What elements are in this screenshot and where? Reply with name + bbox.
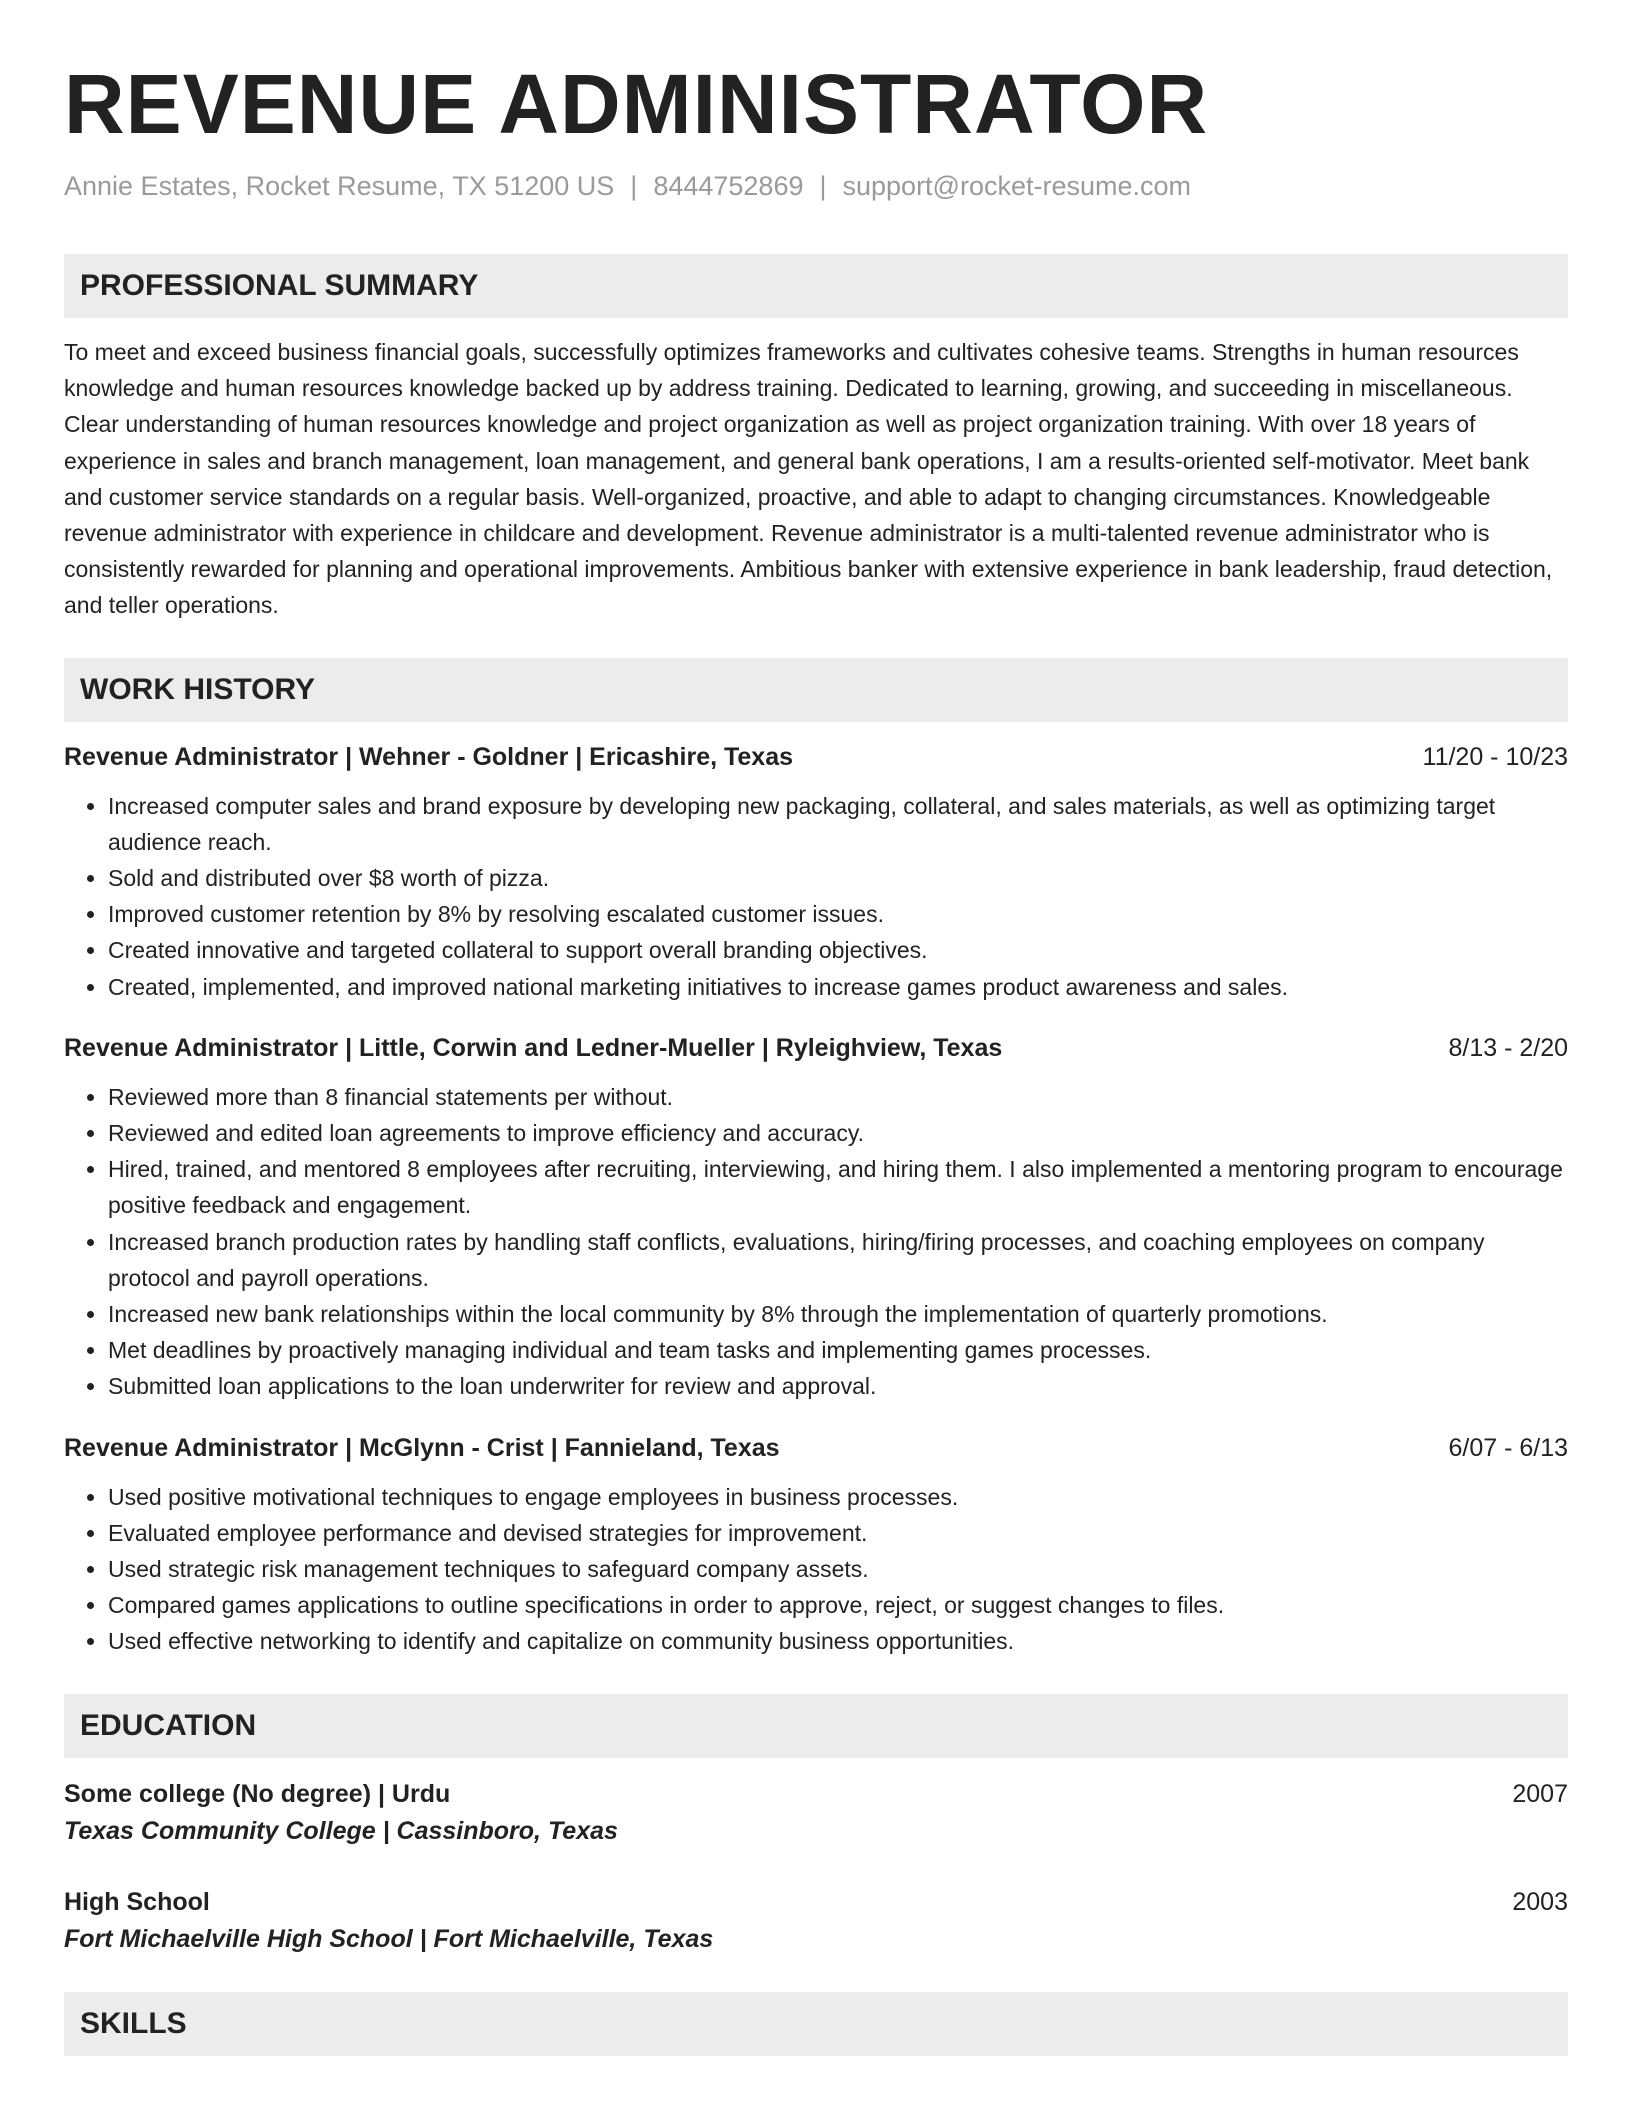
job-heading-row (64, 740, 1568, 774)
contact-line (64, 170, 1568, 202)
contact-email: support@rocket-resume.com (842, 171, 1192, 201)
section-header-education: EDUCATION (64, 1694, 1568, 1758)
contact-separator: | (630, 171, 638, 201)
job-heading-row (64, 1431, 1568, 1465)
contact-phone: 8444752869 (653, 171, 804, 201)
job-bullet: • Created, implemented, and improved national marketing initiatives to increase games product awareness and sales. (108, 969, 1568, 1005)
job-dates: 6/07 - 6/13 (1448, 1433, 1568, 1462)
job-bullet: • Increased computer sales and brand exposure by developing new packaging, collateral, and sales materials, as well as optimizing target audience reach. (108, 788, 1568, 860)
job-entry (64, 1031, 1568, 1405)
job-bullets (64, 1479, 1568, 1660)
resume-name: REVENUE ADMINISTRATOR (64, 57, 1209, 151)
job-bullet: • Improved customer retention by 8% by resolving escalated customer issues. (108, 896, 1568, 932)
education-year: 2007 (1512, 1779, 1568, 1808)
job-bullet: • Increased branch production rates by handling staff conflicts, evaluations, hiring/firing processes, and coaching employees on company protocol and payroll operations. (108, 1224, 1568, 1296)
job-entry (64, 1431, 1568, 1660)
section-header-summary: PROFESSIONAL SUMMARY (64, 254, 1568, 318)
job-bullet: • Met deadlines by proactively managing individual and team tasks and implementing games processes. (108, 1332, 1568, 1368)
education-degree: High School (64, 1887, 210, 1916)
section-header-skills: SKILLS (64, 1992, 1568, 2056)
education-school: Fort Michaelville High School | Fort Michaelville, Texas (64, 1924, 714, 1953)
job-bullet: • Used positive motivational techniques to engage employees in business processes. (108, 1479, 1568, 1515)
education-year: 2003 (1512, 1887, 1568, 1916)
summary-text: To meet and exceed business financial goals, successfully optimizes frameworks and cultivates cohesive teams. Strengths in human resources knowledge and human resources knowledge backed up by address training. Dedicated to learning, growing, and succeeding in miscellaneous. Clear understanding of human resources knowledge and project organization as well as project organization training. With over 18 years of experience in sales and branch management, loan management, and general bank operations, I am a results-oriented self-motivator. Meet bank and customer service standards on a regular basis. Well-organized, proactive, and able to adapt to changing circumstances. Knowledgeable revenue administrator with experience in childcare and development. Revenue administrator is a multi-talented revenue administrator who is consistently rewarded for planning and operational improvements. Ambitious banker with extensive experience in bank leadership, fraud detection, and teller operations. (64, 339, 1553, 619)
job-title: Revenue Administrator | McGlynn - Crist | Fannieland, Texas (64, 1433, 780, 1462)
education-entry (64, 1884, 1568, 1958)
education-degree: Some college (No degree) | Urdu (64, 1779, 451, 1808)
job-title: Revenue Administrator | Wehner - Goldner | Ericashire, Texas (64, 742, 794, 771)
education-school: Texas Community College | Cassinboro, Texas (64, 1816, 618, 1845)
contact-address: Annie Estates, Rocket Resume, TX 51200 US (64, 171, 615, 201)
job-bullet: • Increased new bank relationships within the local community by 8% through the implementation of quarterly promotions. (108, 1296, 1568, 1332)
section-header-work-history: WORK HISTORY (64, 658, 1568, 722)
job-bullet: • Reviewed and edited loan agreements to improve efficiency and accuracy. (108, 1115, 1568, 1151)
job-dates: 11/20 - 10/23 (1422, 742, 1568, 771)
job-bullets (64, 788, 1568, 1005)
job-bullet: • Created innovative and targeted collateral to support overall branding objectives. (108, 932, 1568, 968)
education-entry (64, 1776, 1568, 1850)
job-bullet: • Used strategic risk management techniques to safeguard company assets. (108, 1551, 1568, 1587)
job-bullet: • Used effective networking to identify and capitalize on community business opportunities. (108, 1623, 1568, 1659)
job-heading-row (64, 1031, 1568, 1065)
job-bullet: • Sold and distributed over $8 worth of pizza. (108, 860, 1568, 896)
job-bullet: • Submitted loan applications to the loan underwriter for review and approval. (108, 1368, 1568, 1404)
job-bullet: • Reviewed more than 8 financial statements per without. (108, 1079, 1568, 1115)
job-bullets (64, 1079, 1568, 1405)
job-bullet: • Hired, trained, and mentored 8 employees after recruiting, interviewing, and hiring them. I also implemented a mentoring program to encourage positive feedback and engagement. (108, 1151, 1568, 1223)
job-dates: 8/13 - 2/20 (1448, 1033, 1568, 1062)
education-heading-row (64, 1776, 1568, 1812)
job-title: Revenue Administrator | Little, Corwin and Ledner-Mueller | Ryleighview, Texas (64, 1033, 1003, 1062)
job-entry (64, 740, 1568, 1005)
job-bullet: • Evaluated employee performance and devised strategies for improvement. (108, 1515, 1568, 1551)
education-heading-row (64, 1884, 1568, 1920)
contact-separator: | (819, 171, 827, 201)
job-bullet: • Compared games applications to outline specifications in order to approve, reject, or suggest changes to files. (108, 1587, 1568, 1623)
